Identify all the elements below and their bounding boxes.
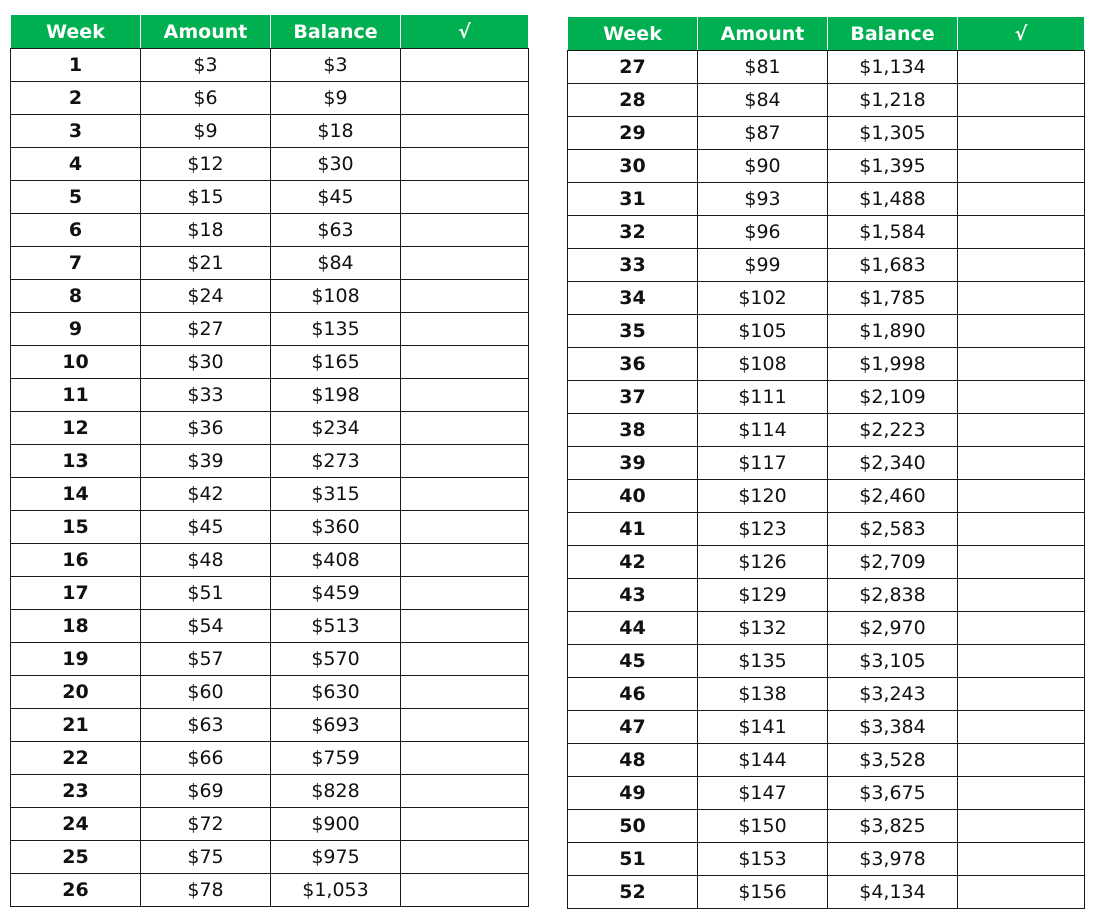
header-row	[11, 15, 529, 49]
balance-cell: $3,825	[828, 810, 958, 843]
amount-cell: $72	[141, 808, 271, 841]
balance-cell: $570	[271, 643, 401, 676]
week-cell: 41	[568, 513, 698, 546]
check-cell[interactable]	[401, 49, 529, 82]
week-column-header: Week	[568, 17, 698, 51]
balance-cell: $828	[271, 775, 401, 808]
balance-cell: $84	[271, 247, 401, 280]
balance-cell: $2,583	[828, 513, 958, 546]
table-row	[568, 843, 1085, 876]
amount-cell: $153	[698, 843, 828, 876]
week-cell: 2	[11, 82, 141, 115]
week-cell: 50	[568, 810, 698, 843]
amount-column-header: Amount	[141, 15, 271, 49]
table-row	[11, 115, 529, 148]
balance-cell: $2,223	[828, 414, 958, 447]
balance-cell: $3,384	[828, 711, 958, 744]
amount-cell: $129	[698, 579, 828, 612]
week-cell: 38	[568, 414, 698, 447]
check-column-header: √	[401, 15, 529, 49]
amount-cell: $93	[698, 183, 828, 216]
week-cell: 52	[568, 876, 698, 909]
amount-cell: $21	[141, 247, 271, 280]
table-row	[568, 546, 1085, 579]
week-cell: 8	[11, 280, 141, 313]
balance-column-header: Balance	[271, 15, 401, 49]
amount-cell: $66	[141, 742, 271, 775]
amount-cell: $60	[141, 676, 271, 709]
balance-cell: $2,109	[828, 381, 958, 414]
week-cell: 48	[568, 744, 698, 777]
table-row	[11, 379, 529, 412]
balance-cell: $315	[271, 478, 401, 511]
balance-cell: $3	[271, 49, 401, 82]
savings-table-weeks-1-26	[10, 14, 529, 907]
amount-cell: $33	[141, 379, 271, 412]
week-cell: 12	[11, 412, 141, 445]
table-row	[11, 346, 529, 379]
balance-cell: $2,709	[828, 546, 958, 579]
week-cell: 34	[568, 282, 698, 315]
week-cell: 44	[568, 612, 698, 645]
amount-cell: $147	[698, 777, 828, 810]
week-cell: 31	[568, 183, 698, 216]
balance-cell: $1,488	[828, 183, 958, 216]
check-cell[interactable]	[401, 445, 529, 478]
balance-cell: $1,134	[828, 51, 958, 84]
table-row	[11, 808, 529, 841]
amount-cell: $138	[698, 678, 828, 711]
check-cell[interactable]	[401, 742, 529, 775]
week-cell: 17	[11, 577, 141, 610]
check-cell[interactable]	[958, 348, 1085, 381]
check-cell[interactable]	[958, 645, 1085, 678]
check-cell[interactable]	[958, 117, 1085, 150]
week-cell: 49	[568, 777, 698, 810]
amount-cell: $42	[141, 478, 271, 511]
check-cell[interactable]	[958, 84, 1085, 117]
table-row	[568, 348, 1085, 381]
amount-cell: $141	[698, 711, 828, 744]
check-cell[interactable]	[401, 412, 529, 445]
table-row	[568, 282, 1085, 315]
week-cell: 27	[568, 51, 698, 84]
week-cell: 1	[11, 49, 141, 82]
balance-cell: $759	[271, 742, 401, 775]
check-cell[interactable]	[401, 775, 529, 808]
week-cell: 5	[11, 181, 141, 214]
check-cell[interactable]	[401, 247, 529, 280]
balance-cell: $4,134	[828, 876, 958, 909]
table-row	[11, 676, 529, 709]
check-cell[interactable]	[401, 610, 529, 643]
balance-cell: $630	[271, 676, 401, 709]
table-row	[568, 183, 1085, 216]
table-row	[11, 82, 529, 115]
check-column-header: √	[958, 17, 1085, 51]
week-column-header: Week	[11, 15, 141, 49]
week-cell: 45	[568, 645, 698, 678]
balance-cell: $1,998	[828, 348, 958, 381]
amount-cell: $9	[141, 115, 271, 148]
balance-cell: $2,460	[828, 480, 958, 513]
amount-cell: $15	[141, 181, 271, 214]
check-cell[interactable]	[958, 744, 1085, 777]
balance-cell: $1,395	[828, 150, 958, 183]
check-cell[interactable]	[958, 876, 1085, 909]
table-row	[11, 148, 529, 181]
check-cell[interactable]	[401, 214, 529, 247]
balance-cell: $900	[271, 808, 401, 841]
amount-cell: $144	[698, 744, 828, 777]
amount-cell: $99	[698, 249, 828, 282]
table-row	[568, 810, 1085, 843]
week-cell: 29	[568, 117, 698, 150]
check-cell[interactable]	[958, 612, 1085, 645]
amount-cell: $117	[698, 447, 828, 480]
amount-cell: $120	[698, 480, 828, 513]
check-cell[interactable]	[401, 808, 529, 841]
week-cell: 22	[11, 742, 141, 775]
table-row	[568, 513, 1085, 546]
check-cell[interactable]	[958, 381, 1085, 414]
check-cell[interactable]	[958, 183, 1085, 216]
amount-cell: $30	[141, 346, 271, 379]
table-row	[11, 181, 529, 214]
table-row	[568, 612, 1085, 645]
check-cell[interactable]	[958, 414, 1085, 447]
table-row	[11, 478, 529, 511]
week-cell: 20	[11, 676, 141, 709]
table-row	[568, 414, 1085, 447]
check-cell[interactable]	[958, 711, 1085, 744]
table-row	[11, 313, 529, 346]
table-row	[11, 577, 529, 610]
amount-cell: $63	[141, 709, 271, 742]
check-cell[interactable]	[401, 148, 529, 181]
table-row	[11, 709, 529, 742]
balance-cell: $234	[271, 412, 401, 445]
check-cell[interactable]	[401, 577, 529, 610]
amount-cell: $87	[698, 117, 828, 150]
week-cell: 39	[568, 447, 698, 480]
week-cell: 14	[11, 478, 141, 511]
check-cell[interactable]	[958, 546, 1085, 579]
week-cell: 46	[568, 678, 698, 711]
table-row	[568, 84, 1085, 117]
check-cell[interactable]	[401, 874, 529, 907]
amount-cell: $132	[698, 612, 828, 645]
balance-cell: $1,785	[828, 282, 958, 315]
check-cell[interactable]	[401, 346, 529, 379]
table-body	[568, 51, 1085, 909]
check-cell[interactable]	[401, 709, 529, 742]
week-cell: 47	[568, 711, 698, 744]
amount-cell: $150	[698, 810, 828, 843]
week-cell: 28	[568, 84, 698, 117]
check-cell[interactable]	[401, 379, 529, 412]
balance-cell: $3,528	[828, 744, 958, 777]
check-cell[interactable]	[401, 841, 529, 874]
check-cell[interactable]	[401, 181, 529, 214]
table-row	[11, 775, 529, 808]
balance-cell: $63	[271, 214, 401, 247]
balance-cell: $459	[271, 577, 401, 610]
balance-cell: $3,675	[828, 777, 958, 810]
table-row	[568, 777, 1085, 810]
table-row	[568, 744, 1085, 777]
check-cell[interactable]	[958, 315, 1085, 348]
table-row	[11, 49, 529, 82]
amount-cell: $24	[141, 280, 271, 313]
check-cell[interactable]	[958, 810, 1085, 843]
check-cell[interactable]	[958, 447, 1085, 480]
week-cell: 36	[568, 348, 698, 381]
week-cell: 21	[11, 709, 141, 742]
check-cell[interactable]	[958, 51, 1085, 84]
balance-cell: $198	[271, 379, 401, 412]
balance-cell: $693	[271, 709, 401, 742]
table-row	[11, 544, 529, 577]
table-row	[11, 511, 529, 544]
table-row	[11, 874, 529, 907]
amount-cell: $102	[698, 282, 828, 315]
table-row	[568, 381, 1085, 414]
week-cell: 42	[568, 546, 698, 579]
week-cell: 25	[11, 841, 141, 874]
balance-cell: $108	[271, 280, 401, 313]
amount-cell: $75	[141, 841, 271, 874]
check-cell[interactable]	[401, 115, 529, 148]
table-row	[11, 412, 529, 445]
check-cell[interactable]	[958, 678, 1085, 711]
check-cell[interactable]	[958, 579, 1085, 612]
amount-cell: $135	[698, 645, 828, 678]
check-cell[interactable]	[401, 544, 529, 577]
balance-cell: $1,584	[828, 216, 958, 249]
amount-cell: $123	[698, 513, 828, 546]
table-row	[568, 150, 1085, 183]
week-cell: 40	[568, 480, 698, 513]
balance-cell: $408	[271, 544, 401, 577]
table-row	[11, 742, 529, 775]
amount-cell: $3	[141, 49, 271, 82]
check-cell[interactable]	[958, 843, 1085, 876]
table-row	[568, 447, 1085, 480]
week-cell: 13	[11, 445, 141, 478]
week-cell: 32	[568, 216, 698, 249]
table-row	[11, 445, 529, 478]
balance-cell: $2,838	[828, 579, 958, 612]
check-cell[interactable]	[958, 282, 1085, 315]
amount-cell: $57	[141, 643, 271, 676]
week-cell: 24	[11, 808, 141, 841]
check-cell[interactable]	[401, 676, 529, 709]
amount-cell: $90	[698, 150, 828, 183]
amount-cell: $84	[698, 84, 828, 117]
check-cell[interactable]	[958, 777, 1085, 810]
check-cell[interactable]	[958, 150, 1085, 183]
table-row	[11, 643, 529, 676]
amount-cell: $6	[141, 82, 271, 115]
week-cell: 16	[11, 544, 141, 577]
week-cell: 30	[568, 150, 698, 183]
amount-cell: $111	[698, 381, 828, 414]
amount-cell: $81	[698, 51, 828, 84]
balance-cell: $360	[271, 511, 401, 544]
week-cell: 7	[11, 247, 141, 280]
balance-cell: $3,243	[828, 678, 958, 711]
week-cell: 19	[11, 643, 141, 676]
balance-cell: $18	[271, 115, 401, 148]
week-cell: 4	[11, 148, 141, 181]
check-cell[interactable]	[958, 480, 1085, 513]
balance-cell: $2,970	[828, 612, 958, 645]
table-row	[11, 214, 529, 247]
balance-cell: $9	[271, 82, 401, 115]
table-row	[568, 711, 1085, 744]
table-row	[568, 876, 1085, 909]
week-cell: 6	[11, 214, 141, 247]
amount-cell: $48	[141, 544, 271, 577]
balance-cell: $2,340	[828, 447, 958, 480]
balance-cell: $1,305	[828, 117, 958, 150]
week-cell: 18	[11, 610, 141, 643]
table-row	[11, 247, 529, 280]
amount-cell: $96	[698, 216, 828, 249]
table-row	[568, 249, 1085, 282]
week-cell: 15	[11, 511, 141, 544]
balance-cell: $1,890	[828, 315, 958, 348]
amount-cell: $78	[141, 874, 271, 907]
check-cell[interactable]	[401, 313, 529, 346]
balance-cell: $165	[271, 346, 401, 379]
amount-cell: $18	[141, 214, 271, 247]
table-row	[11, 841, 529, 874]
table-row	[568, 678, 1085, 711]
check-cell[interactable]	[401, 478, 529, 511]
balance-cell: $1,053	[271, 874, 401, 907]
week-cell: 11	[11, 379, 141, 412]
header-row	[568, 17, 1085, 51]
week-cell: 33	[568, 249, 698, 282]
amount-column-header: Amount	[698, 17, 828, 51]
balance-cell: $3,105	[828, 645, 958, 678]
amount-cell: $27	[141, 313, 271, 346]
check-cell[interactable]	[401, 511, 529, 544]
check-cell[interactable]	[401, 280, 529, 313]
amount-cell: $39	[141, 445, 271, 478]
week-cell: 35	[568, 315, 698, 348]
table-row	[568, 579, 1085, 612]
savings-table-weeks-27-52	[567, 16, 1085, 909]
check-cell[interactable]	[958, 249, 1085, 282]
table-row	[568, 51, 1085, 84]
week-cell: 9	[11, 313, 141, 346]
amount-cell: $54	[141, 610, 271, 643]
table-body	[11, 49, 529, 907]
balance-cell: $30	[271, 148, 401, 181]
check-cell[interactable]	[401, 643, 529, 676]
balance-cell: $273	[271, 445, 401, 478]
amount-cell: $126	[698, 546, 828, 579]
week-cell: 10	[11, 346, 141, 379]
balance-cell: $3,978	[828, 843, 958, 876]
amount-cell: $108	[698, 348, 828, 381]
check-cell[interactable]	[958, 216, 1085, 249]
week-cell: 37	[568, 381, 698, 414]
amount-cell: $51	[141, 577, 271, 610]
week-cell: 26	[11, 874, 141, 907]
balance-cell: $135	[271, 313, 401, 346]
balance-cell: $513	[271, 610, 401, 643]
amount-cell: $45	[141, 511, 271, 544]
table-row	[568, 480, 1085, 513]
balance-cell: $45	[271, 181, 401, 214]
amount-cell: $69	[141, 775, 271, 808]
week-cell: 23	[11, 775, 141, 808]
table-row	[11, 280, 529, 313]
amount-cell: $156	[698, 876, 828, 909]
week-cell: 43	[568, 579, 698, 612]
balance-column-header: Balance	[828, 17, 958, 51]
table-row	[11, 610, 529, 643]
amount-cell: $36	[141, 412, 271, 445]
check-cell[interactable]	[401, 82, 529, 115]
amount-cell: $12	[141, 148, 271, 181]
amount-cell: $105	[698, 315, 828, 348]
week-cell: 3	[11, 115, 141, 148]
week-cell: 51	[568, 843, 698, 876]
check-cell[interactable]	[958, 513, 1085, 546]
balance-cell: $1,683	[828, 249, 958, 282]
balance-cell: $1,218	[828, 84, 958, 117]
amount-cell: $114	[698, 414, 828, 447]
table-row	[568, 645, 1085, 678]
table-row	[568, 216, 1085, 249]
table-row	[568, 315, 1085, 348]
table-row	[568, 117, 1085, 150]
balance-cell: $975	[271, 841, 401, 874]
